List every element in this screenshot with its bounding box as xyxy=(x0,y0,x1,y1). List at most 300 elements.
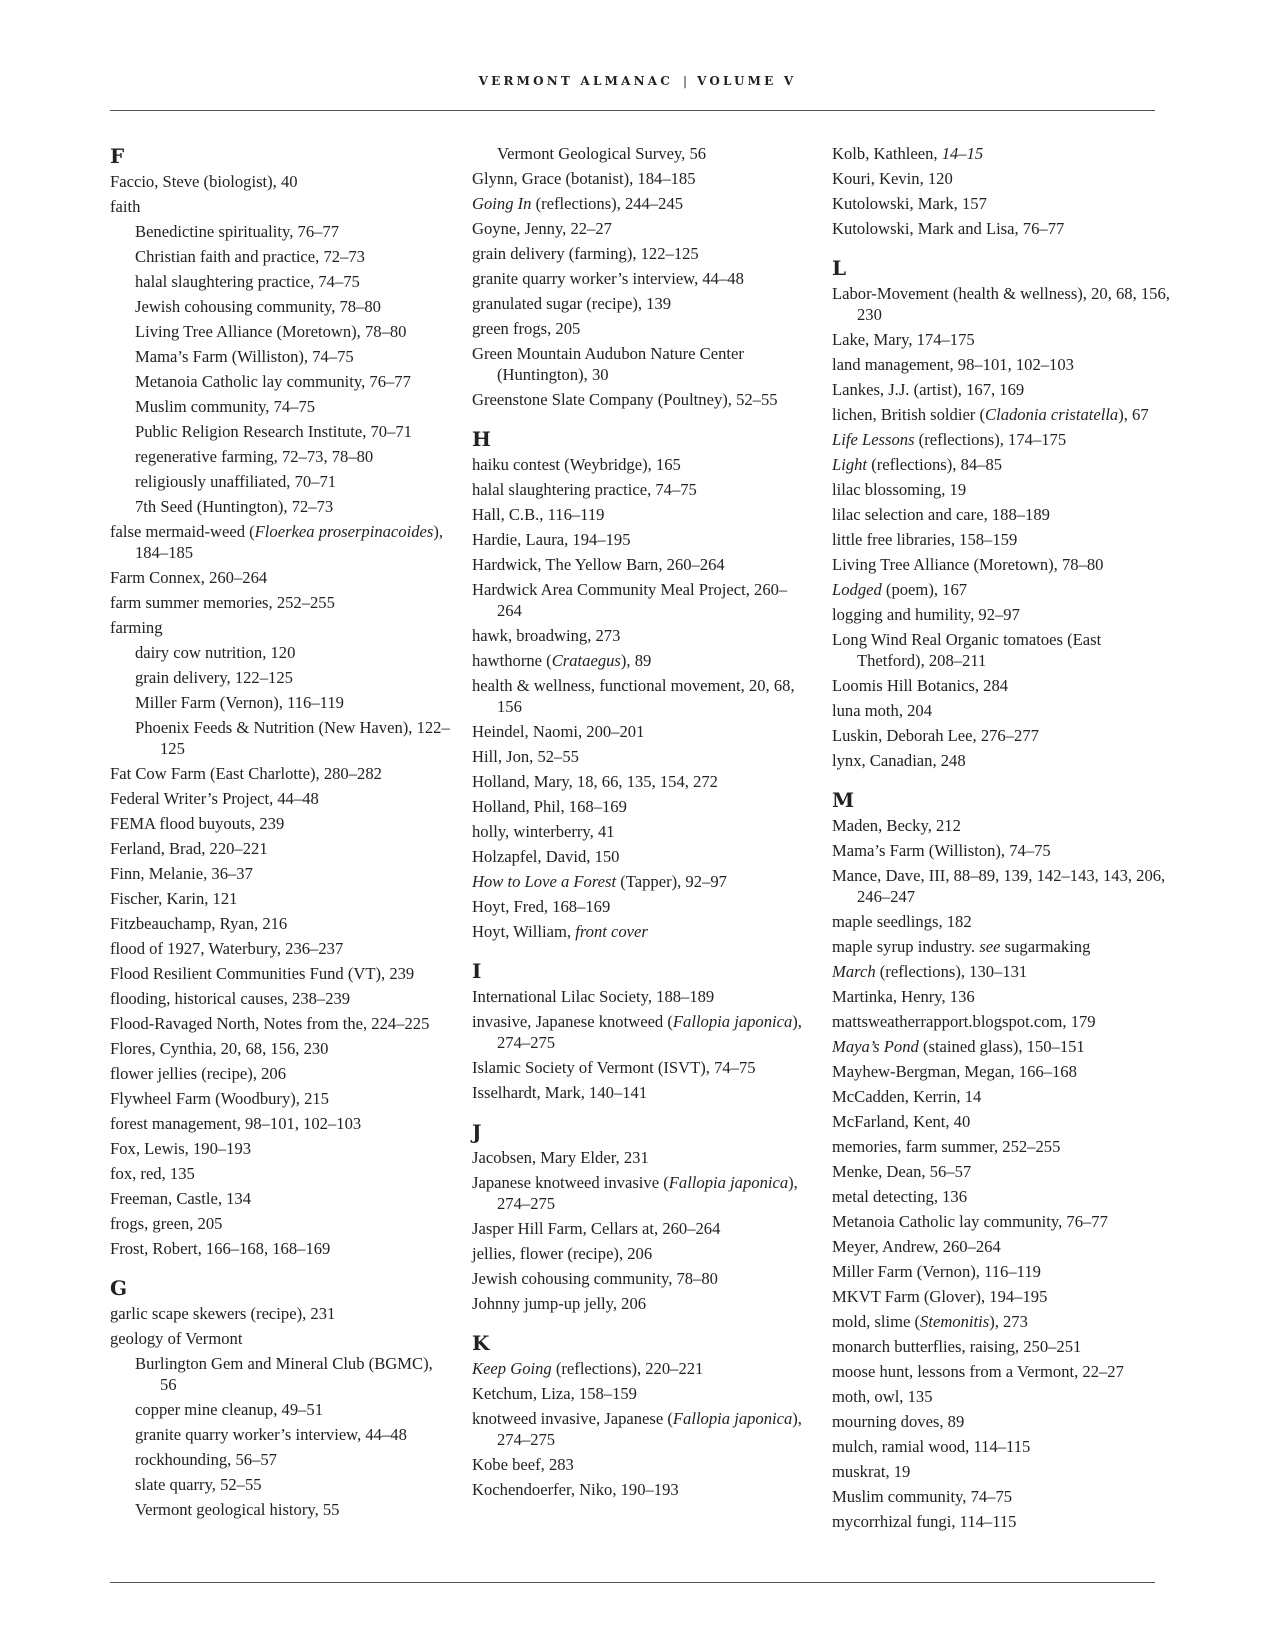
entry-text: mattsweatherrapport.blogspot.com, 179 xyxy=(832,1012,1096,1031)
index-entry xyxy=(832,750,1172,771)
entry-italic-text: March xyxy=(832,962,876,981)
index-entry xyxy=(832,1261,1172,1282)
index-entry xyxy=(110,1303,450,1324)
index-entry xyxy=(110,838,450,859)
index-entry xyxy=(832,554,1172,575)
entry-italic-text: Maya’s Pond xyxy=(832,1037,919,1056)
entry-text: Jasper Hill Farm, Cellars at, 260–264 xyxy=(472,1219,721,1238)
entry-text: Isselhardt, Mark, 140–141 xyxy=(472,1083,648,1102)
entry-text-after: ), 273 xyxy=(989,1312,1028,1331)
entry-text: invasive, Japanese knotweed ( xyxy=(472,1012,673,1031)
entry-text: lichen, British soldier ( xyxy=(832,405,986,424)
entry-text: land management, 98–101, 102–103 xyxy=(832,355,1074,374)
index-entry xyxy=(472,1011,812,1053)
entry-text-after: (reflections), 244–245 xyxy=(531,194,684,213)
index-entry xyxy=(472,1358,812,1379)
index-entry xyxy=(832,379,1172,400)
entry-text: metal detecting, 136 xyxy=(832,1187,968,1206)
entry-text: fox, red, 135 xyxy=(110,1164,195,1183)
index-columns xyxy=(110,143,1170,1563)
index-entry xyxy=(472,771,812,792)
entry-text: forest management, 98–101, 102–103 xyxy=(110,1114,362,1133)
index-subentry xyxy=(472,143,812,164)
index-entry xyxy=(110,617,450,638)
index-entry xyxy=(832,1486,1172,1507)
index-entry xyxy=(472,1243,812,1264)
index-entry xyxy=(832,840,1172,861)
index-subentry xyxy=(110,1499,450,1520)
index-subentry xyxy=(110,371,450,392)
running-head-volume: VOLUME V xyxy=(697,74,797,88)
entry-text: Federal Writer’s Project, 44–48 xyxy=(110,789,319,808)
entry-text: mulch, ramial wood, 114–115 xyxy=(832,1437,1031,1456)
index-subentry xyxy=(110,642,450,663)
index-entry xyxy=(832,354,1172,375)
entry-text: Miller Farm (Vernon), 116–119 xyxy=(135,693,344,712)
entry-text: halal slaughtering practice, 74–75 xyxy=(135,272,360,291)
entry-text: Japanese knotweed invasive ( xyxy=(472,1173,669,1192)
section-letter: K xyxy=(472,1331,490,1355)
index-entry xyxy=(472,746,812,767)
index-subentry xyxy=(110,221,450,242)
index-entry xyxy=(832,629,1172,671)
entry-text: Jacobsen, Mary Elder, 231 xyxy=(472,1148,649,1167)
entry-text: grain delivery (farming), 122–125 xyxy=(472,244,699,263)
index-entry xyxy=(110,1013,450,1034)
entry-text: Hardwick Area Community Meal Project, 260–264 xyxy=(472,580,788,620)
entry-text: little free libraries, 158–159 xyxy=(832,530,1018,549)
index-entry xyxy=(472,1408,812,1450)
section-letter: M xyxy=(832,788,855,812)
index-subentry xyxy=(110,471,450,492)
index-subentry xyxy=(110,496,450,517)
section-letter: I xyxy=(472,959,482,983)
index-entry xyxy=(110,592,450,613)
entry-text: granite quarry worker’s interview, 44–48 xyxy=(135,1425,407,1444)
index-entry xyxy=(110,813,450,834)
entry-italic-text: 14–15 xyxy=(941,144,984,163)
entry-text-after: (reflections), 130–131 xyxy=(875,962,1028,981)
entry-text: Vermont Geological Survey, 56 xyxy=(497,144,707,163)
index-entry xyxy=(832,1386,1172,1407)
entry-text: granulated sugar (recipe), 139 xyxy=(472,294,672,313)
entry-text: health & wellness, functional movement, 20, 68, 156 xyxy=(472,676,795,716)
index-entry xyxy=(472,1293,812,1314)
index-entry xyxy=(472,675,812,717)
index-subentry xyxy=(110,717,450,759)
footer-rule xyxy=(110,1582,1155,1583)
index-subentry xyxy=(110,396,450,417)
entry-text: flooding, historical causes, 238–239 xyxy=(110,989,351,1008)
index-entry xyxy=(832,815,1172,836)
index-entry xyxy=(832,168,1172,189)
entry-italic-text: Going In xyxy=(472,194,532,213)
entry-text: Lake, Mary, 174–175 xyxy=(832,330,975,349)
entry-text: Hall, C.B., 116–119 xyxy=(472,505,605,524)
entry-text: maple syrup industry. xyxy=(832,937,980,956)
index-entry xyxy=(472,243,812,264)
entry-text-after: ), 274–275 xyxy=(497,1173,798,1213)
entry-text: knotweed invasive, Japanese ( xyxy=(472,1409,673,1428)
entry-text: Muslim community, 74–75 xyxy=(135,397,316,416)
index-entry xyxy=(110,863,450,884)
entry-text: Menke, Dean, 56–57 xyxy=(832,1162,972,1181)
entry-text: Fox, Lewis, 190–193 xyxy=(110,1139,252,1158)
entry-text: Heindel, Naomi, 200–201 xyxy=(472,722,645,741)
index-column-2 xyxy=(472,143,812,1504)
entry-text: Holland, Phil, 168–169 xyxy=(472,797,627,816)
index-entry xyxy=(472,986,812,1007)
index-entry xyxy=(110,1238,450,1259)
entry-text-after: ), 274–275 xyxy=(497,1012,802,1052)
entry-text: maple seedlings, 182 xyxy=(832,912,972,931)
entry-text: Long Wind Real Organic tomatoes (East Thetford), 208–211 xyxy=(832,630,1102,670)
entry-text: jellies, flower (recipe), 206 xyxy=(472,1244,653,1263)
index-entry xyxy=(110,888,450,909)
entry-text: rockhounding, 56–57 xyxy=(135,1450,277,1469)
entry-text: Christian faith and practice, 72–73 xyxy=(135,247,365,266)
entry-text: lynx, Canadian, 248 xyxy=(832,751,966,770)
index-subentry xyxy=(110,346,450,367)
index-entry xyxy=(472,1172,812,1214)
entry-text: Frost, Robert, 166–168, 168–169 xyxy=(110,1239,331,1258)
index-entry xyxy=(110,1213,450,1234)
entry-italic-text: Stemonitis xyxy=(920,1312,990,1331)
index-entry xyxy=(110,938,450,959)
index-subentry xyxy=(110,1474,450,1495)
entry-text: Holzapfel, David, 150 xyxy=(472,847,620,866)
index-entry xyxy=(832,1436,1172,1457)
index-entry xyxy=(110,521,450,563)
index-entry xyxy=(110,1138,450,1159)
index-entry xyxy=(472,529,812,550)
entry-text: Kolb, Kathleen, xyxy=(832,144,942,163)
index-entry xyxy=(832,865,1172,907)
index-entry xyxy=(110,567,450,588)
entry-text: Jewish cohousing community, 78–80 xyxy=(135,297,381,316)
entry-italic-text: Light xyxy=(832,455,868,474)
section-letter: H xyxy=(472,427,491,451)
entry-text-after: (reflections), 174–175 xyxy=(914,430,1067,449)
entry-text: grain delivery, 122–125 xyxy=(135,668,293,687)
index-subentry xyxy=(110,692,450,713)
index-entry xyxy=(832,1361,1172,1382)
entry-text: Mama’s Farm (Williston), 74–75 xyxy=(135,347,354,366)
index-entry xyxy=(832,1136,1172,1157)
entry-text: McFarland, Kent, 40 xyxy=(832,1112,971,1131)
entry-text: Kobe beef, 283 xyxy=(472,1455,574,1474)
entry-text: Maden, Becky, 212 xyxy=(832,816,961,835)
entry-text: lilac blossoming, 19 xyxy=(832,480,967,499)
index-entry xyxy=(832,1111,1172,1132)
index-entry xyxy=(832,1311,1172,1332)
entry-text: Benedictine spirituality, 76–77 xyxy=(135,222,340,241)
entry-text: Jewish cohousing community, 78–80 xyxy=(472,1269,718,1288)
index-entry xyxy=(832,604,1172,625)
entry-text: Vermont geological history, 55 xyxy=(135,1500,340,1519)
index-entry xyxy=(832,1186,1172,1207)
entry-text-after: sugarmaking xyxy=(1000,937,1091,956)
entry-text: lilac selection and care, 188–189 xyxy=(832,505,1050,524)
index-entry xyxy=(472,625,812,646)
index-entry xyxy=(472,1057,812,1078)
entry-text: memories, farm summer, 252–255 xyxy=(832,1137,1061,1156)
index-entry xyxy=(472,1218,812,1239)
entry-italic-text: Floerkea proserpinacoides xyxy=(254,522,434,541)
entry-text: Finn, Melanie, 36–37 xyxy=(110,864,253,883)
entry-text: Miller Farm (Vernon), 116–119 xyxy=(832,1262,1041,1281)
index-entry xyxy=(472,218,812,239)
index-entry xyxy=(832,1511,1172,1532)
index-entry xyxy=(832,1086,1172,1107)
entry-italic-text: Fallopia japonica xyxy=(672,1012,793,1031)
entry-text: Luskin, Deborah Lee, 276–277 xyxy=(832,726,1039,745)
entry-text: Kouri, Kevin, 120 xyxy=(832,169,953,188)
index-entry xyxy=(832,479,1172,500)
index-subentry xyxy=(110,271,450,292)
index-entry xyxy=(110,196,450,217)
entry-text: Johnny jump-up jelly, 206 xyxy=(472,1294,647,1313)
entry-italic-text: Crataegus xyxy=(551,651,621,670)
index-entry xyxy=(472,554,812,575)
index-entry xyxy=(832,193,1172,214)
index-entry xyxy=(832,143,1172,164)
entry-text: McCadden, Kerrin, 14 xyxy=(832,1087,982,1106)
index-entry xyxy=(832,936,1172,957)
entry-italic-text: front cover xyxy=(575,922,648,941)
index-entry xyxy=(832,579,1172,600)
entry-text: farming xyxy=(110,618,163,637)
index-column-1 xyxy=(110,143,450,1524)
index-entry xyxy=(832,1411,1172,1432)
entry-text: faith xyxy=(110,197,141,216)
entry-text: Flood-Ravaged North, Notes from the, 224–225 xyxy=(110,1014,430,1033)
entry-text: Holland, Mary, 18, 66, 135, 154, 272 xyxy=(472,772,718,791)
entry-text: Lankes, J.J. (artist), 167, 169 xyxy=(832,380,1025,399)
entry-text: International Lilac Society, 188–189 xyxy=(472,987,715,1006)
index-entry xyxy=(110,1113,450,1134)
index-entry xyxy=(832,1011,1172,1032)
index-subentry xyxy=(110,1449,450,1470)
index-entry xyxy=(472,318,812,339)
entry-text: Green Mountain Audubon Nature Center (Huntington), 30 xyxy=(472,344,744,384)
index-entry xyxy=(832,1336,1172,1357)
index-entry xyxy=(472,343,812,385)
index-entry xyxy=(832,986,1172,1007)
index-entry xyxy=(110,1038,450,1059)
entry-text-after: ), 184–185 xyxy=(135,522,444,562)
index-subentry xyxy=(110,667,450,688)
entry-text: religiously unaffiliated, 70–71 xyxy=(135,472,337,491)
index-entry xyxy=(472,1082,812,1103)
index-entry xyxy=(832,700,1172,721)
index-entry xyxy=(832,529,1172,550)
entry-text: Flood Resilient Communities Fund (VT), 239 xyxy=(110,964,415,983)
entry-italic-text: How to Love a Forest xyxy=(472,872,617,891)
running-head-title: VERMONT ALMANAC xyxy=(478,74,674,88)
index-entry xyxy=(472,504,812,525)
entry-text: hawthorne ( xyxy=(472,651,552,670)
entry-text: Kutolowski, Mark, 157 xyxy=(832,194,987,213)
entry-text: moose hunt, lessons from a Vermont, 22–27 xyxy=(832,1362,1124,1381)
entry-text: false mermaid-weed ( xyxy=(110,522,255,541)
entry-italic-text: Fallopia japonica xyxy=(672,1409,793,1428)
entry-text: green frogs, 205 xyxy=(472,319,581,338)
index-entry xyxy=(472,193,812,214)
entry-text-after: (stained glass), 150–151 xyxy=(918,1037,1085,1056)
index-column-3 xyxy=(832,143,1172,1536)
entry-text: Ketchum, Liza, 158–159 xyxy=(472,1384,637,1403)
entry-text: monarch butterflies, raising, 250–251 xyxy=(832,1337,1082,1356)
entry-text: Fischer, Karin, 121 xyxy=(110,889,238,908)
index-entry xyxy=(472,846,812,867)
running-head xyxy=(110,74,1165,88)
entry-text: MKVT Farm (Glover), 194–195 xyxy=(832,1287,1048,1306)
index-subentry xyxy=(110,296,450,317)
index-entry xyxy=(832,725,1172,746)
entry-text: flood of 1927, Waterbury, 236–237 xyxy=(110,939,344,958)
entry-italic-text: Keep Going xyxy=(472,1359,552,1378)
index-subentry xyxy=(110,421,450,442)
entry-text: Burlington Gem and Mineral Club (BGMC), 56 xyxy=(135,1354,433,1394)
entry-text-after: (reflections), 220–221 xyxy=(551,1359,704,1378)
index-subentry xyxy=(110,1424,450,1445)
index-entry xyxy=(472,579,812,621)
index-entry xyxy=(832,911,1172,932)
entry-text: luna moth, 204 xyxy=(832,701,933,720)
entry-text: regenerative farming, 72–73, 78–80 xyxy=(135,447,374,466)
index-entry xyxy=(110,763,450,784)
index-entry xyxy=(832,1461,1172,1482)
index-entry xyxy=(832,454,1172,475)
entry-text-after: ), 274–275 xyxy=(497,1409,802,1449)
entry-text: Mama’s Farm (Williston), 74–75 xyxy=(832,841,1051,860)
index-entry xyxy=(472,796,812,817)
index-entry xyxy=(832,961,1172,982)
entry-italic-text: see xyxy=(979,937,1001,956)
entry-text: Metanoia Catholic lay community, 76–77 xyxy=(135,372,411,391)
index-entry xyxy=(472,1454,812,1475)
entry-text: hawk, broadwing, 273 xyxy=(472,626,621,645)
index-entry xyxy=(832,218,1172,239)
index-entry xyxy=(832,1236,1172,1257)
entry-text: Metanoia Catholic lay community, 76–77 xyxy=(832,1212,1108,1231)
index-entry xyxy=(472,1147,812,1168)
entry-text: Kutolowski, Mark and Lisa, 76–77 xyxy=(832,219,1065,238)
entry-text: 7th Seed (Huntington), 72–73 xyxy=(135,497,334,516)
entry-text: Fitzbeauchamp, Ryan, 216 xyxy=(110,914,288,933)
index-entry xyxy=(110,1328,450,1349)
entry-text: Muslim community, 74–75 xyxy=(832,1487,1013,1506)
entry-text: moth, owl, 135 xyxy=(832,1387,933,1406)
index-entry xyxy=(832,1036,1172,1057)
index-entry xyxy=(832,1061,1172,1082)
index-subentry xyxy=(110,446,450,467)
section-letter: L xyxy=(832,256,847,280)
entry-text: Goyne, Jenny, 22–27 xyxy=(472,219,612,238)
entry-text: Living Tree Alliance (Moretown), 78–80 xyxy=(135,322,407,341)
index-entry xyxy=(832,429,1172,450)
entry-italic-text: Life Lessons xyxy=(832,430,915,449)
index-entry xyxy=(110,963,450,984)
entry-text: Loomis Hill Botanics, 284 xyxy=(832,676,1009,695)
section-letter: G xyxy=(110,1276,128,1300)
index-subentry xyxy=(110,321,450,342)
index-entry xyxy=(472,821,812,842)
entry-text: logging and humility, 92–97 xyxy=(832,605,1020,624)
entry-text: farm summer memories, 252–255 xyxy=(110,593,335,612)
entry-text: haiku contest (Weybridge), 165 xyxy=(472,455,681,474)
entry-text: Glynn, Grace (botanist), 184–185 xyxy=(472,169,696,188)
index-entry xyxy=(110,988,450,1009)
entry-text-after: ), 89 xyxy=(620,651,652,670)
entry-text: mold, slime ( xyxy=(832,1312,921,1331)
index-entry xyxy=(472,168,812,189)
entry-text: muskrat, 19 xyxy=(832,1462,911,1481)
entry-italic-text: Lodged xyxy=(832,580,882,599)
entry-text: Flores, Cynthia, 20, 68, 156, 230 xyxy=(110,1039,329,1058)
entry-text: Hardie, Laura, 194–195 xyxy=(472,530,631,549)
entry-text: Living Tree Alliance (Moretown), 78–80 xyxy=(832,555,1104,574)
entry-text-after: (poem), 167 xyxy=(881,580,968,599)
entry-text: Kochendoerfer, Niko, 190–193 xyxy=(472,1480,679,1499)
entry-text-after: (Tapper), 92–97 xyxy=(616,872,727,891)
index-entry xyxy=(472,454,812,475)
entry-text: Freeman, Castle, 134 xyxy=(110,1189,252,1208)
entry-text: dairy cow nutrition, 120 xyxy=(135,643,296,662)
entry-text: Mayhew-Bergman, Megan, 166–168 xyxy=(832,1062,1077,1081)
entry-text-after: (reflections), 84–85 xyxy=(867,455,1003,474)
section-letter: F xyxy=(110,144,125,168)
index-entry xyxy=(832,1161,1172,1182)
index-entry xyxy=(832,1286,1172,1307)
entry-text: Meyer, Andrew, 260–264 xyxy=(832,1237,1001,1256)
entry-text: geology of Vermont xyxy=(110,1329,243,1348)
index-entry xyxy=(472,1268,812,1289)
index-entry xyxy=(472,896,812,917)
entry-text: Mance, Dave, III, 88–89, 139, 142–143, 143, 206, 246–247 xyxy=(832,866,1166,906)
running-head-separator: | xyxy=(683,74,688,88)
index-entry xyxy=(832,404,1172,425)
index-entry xyxy=(832,1211,1172,1232)
entry-text: Public Religion Research Institute, 70–71 xyxy=(135,422,412,441)
index-entry xyxy=(110,171,450,192)
index-entry xyxy=(110,788,450,809)
entry-text: copper mine cleanup, 49–51 xyxy=(135,1400,324,1419)
entry-text: granite quarry worker’s interview, 44–48 xyxy=(472,269,744,288)
entry-text: Farm Connex, 260–264 xyxy=(110,568,268,587)
entry-italic-text: Fallopia japonica xyxy=(668,1173,789,1192)
entry-text: Phoenix Feeds & Nutrition (New Haven), 122–125 xyxy=(135,718,450,758)
index-entry xyxy=(472,479,812,500)
index-entry xyxy=(472,721,812,742)
entry-italic-text: Cladonia cristatella xyxy=(985,405,1119,424)
entry-text: holly, winterberry, 41 xyxy=(472,822,615,841)
entry-text: Hoyt, Fred, 168–169 xyxy=(472,897,611,916)
entry-text: frogs, green, 205 xyxy=(110,1214,223,1233)
entry-text: Hill, Jon, 52–55 xyxy=(472,747,579,766)
index-entry xyxy=(110,1088,450,1109)
entry-text: FEMA flood buyouts, 239 xyxy=(110,814,285,833)
index-entry xyxy=(472,389,812,410)
index-entry xyxy=(110,1188,450,1209)
section-letter: J xyxy=(472,1120,482,1144)
entry-text: Islamic Society of Vermont (ISVT), 74–75 xyxy=(472,1058,756,1077)
entry-text: flower jellies (recipe), 206 xyxy=(110,1064,287,1083)
index-entry xyxy=(832,283,1172,325)
index-entry xyxy=(110,913,450,934)
entry-text: halal slaughtering practice, 74–75 xyxy=(472,480,697,499)
